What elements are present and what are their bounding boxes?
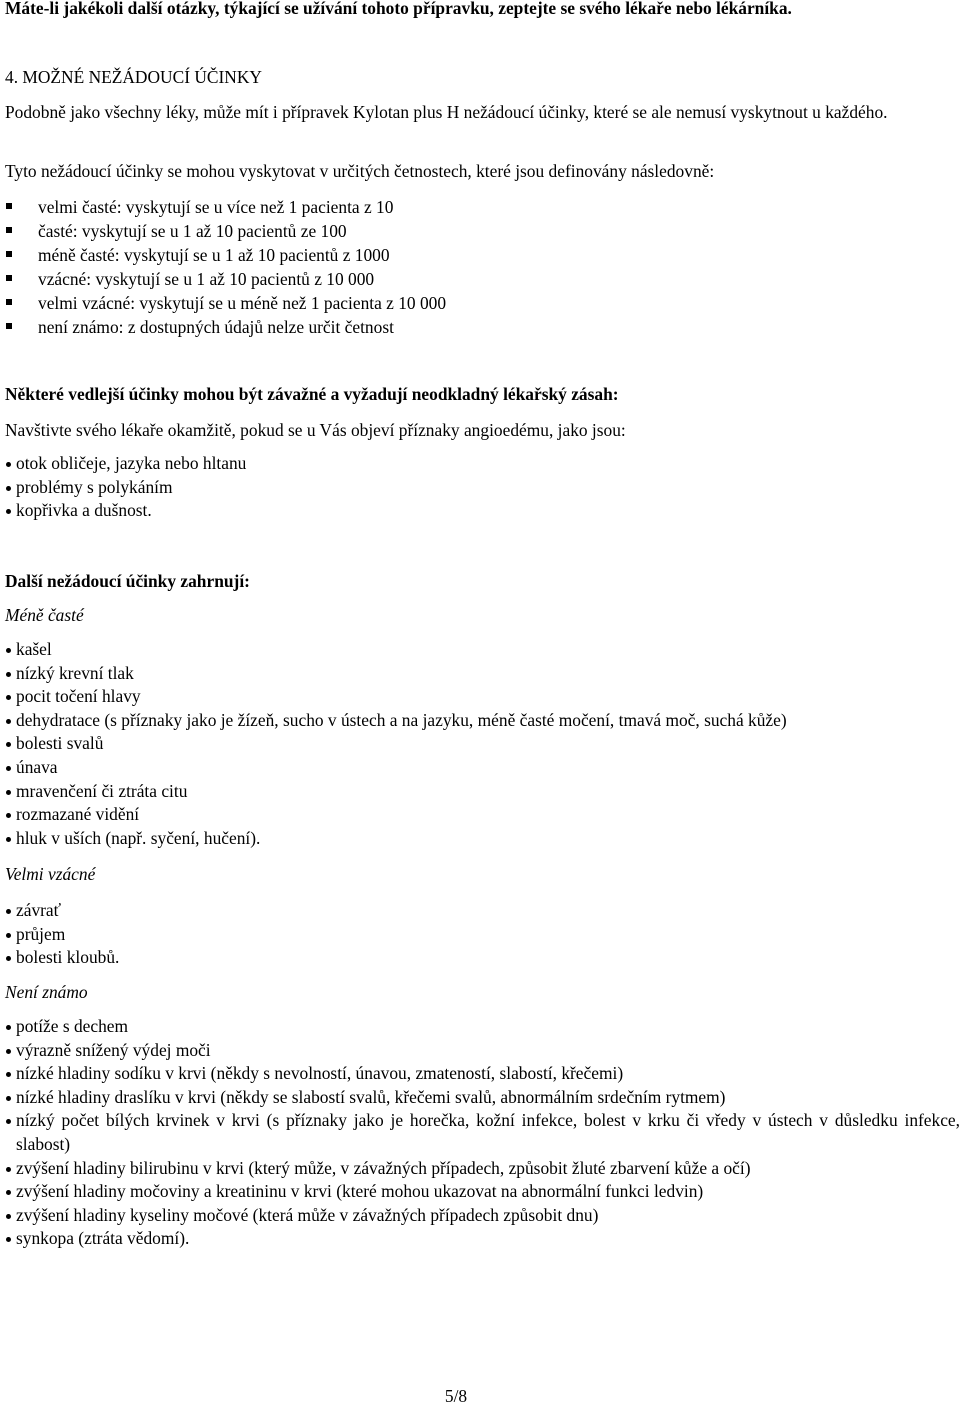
bullet-icon — [6, 1072, 11, 1077]
list-item: problémy s polykáním — [5, 476, 246, 500]
square-bullet-icon — [6, 251, 12, 257]
list-item: pocit točení hlavy — [5, 685, 787, 709]
bullet-icon — [6, 1119, 11, 1124]
frequency-intro: Tyto nežádoucí účinky se mohou vyskytovat v určitých četnostech, které jsou definovány následovně: — [5, 161, 715, 181]
frequency-item: není známo: z dostupných údajů nelze určit četnost — [5, 315, 446, 339]
square-bullet-icon — [6, 275, 12, 281]
list-item: kašel — [5, 638, 787, 662]
bullet-icon — [6, 837, 11, 842]
frequency-item: velmi vzácné: vyskytují se u méně než 1 pacienta z 10 000 — [5, 291, 446, 315]
frequency-item: méně časté: vyskytují se u 1 až 10 pacientů z 1000 — [5, 243, 446, 267]
bullet-icon — [6, 742, 11, 747]
list-item: mravenčení či ztráta citu — [5, 780, 787, 804]
bullet-icon — [6, 719, 11, 724]
list-item: rozmazané vidění — [5, 803, 787, 827]
bullet-icon — [6, 695, 11, 700]
list-item: průjem — [5, 923, 119, 947]
bullet-icon — [6, 1049, 11, 1054]
bullet-icon — [6, 1190, 11, 1195]
list-item: nízké hladiny draslíku v krvi (někdy se slabostí svalů, křečemi svalů, abnormálním srdečním rytmem) — [5, 1086, 960, 1110]
bullet-icon — [6, 486, 11, 491]
bullet-icon — [6, 790, 11, 795]
frequency-item: vzácné: vyskytují se u 1 až 10 pacientů z 10 000 — [5, 267, 446, 291]
list-item: hluk v uších (např. syčení, hučení). — [5, 827, 787, 851]
list-item: zvýšení hladiny kyseliny močové (která může v závažných případech způsobit dnu) — [5, 1204, 960, 1228]
list-item: výrazně snížený výdej moči — [5, 1039, 960, 1063]
list-item: synkopa (ztráta vědomí). — [5, 1227, 960, 1251]
intro-line: Máte-li jakékoli další otázky, týkající se užívání tohoto přípravku, zeptejte se svého lékaře nebo lékárníka. — [5, 0, 792, 18]
bullet-icon — [6, 1237, 11, 1242]
section-heading: 4. MOŽNÉ NEŽÁDOUCÍ ÚČINKY — [5, 67, 262, 87]
bullet-icon — [6, 1025, 11, 1030]
serious-paragraph: Navštivte svého lékaře okamžitě, pokud se u Vás objeví příznaky angioedému, jako jsou: — [5, 420, 626, 440]
list-item: bolesti svalů — [5, 732, 787, 756]
square-bullet-icon — [6, 299, 12, 305]
list-item: nízký počet bílých krvinek v krvi (s příznaky jako je horečka, kožní infekce, bolest v krku či vředy v ústech v důsledku infekce, slabost) — [5, 1109, 960, 1156]
other-heading: Další nežádoucí účinky zahrnují: — [5, 571, 250, 591]
frequency-item: velmi časté: vyskytují se u více než 1 pacienta z 10 — [5, 195, 446, 219]
page-number: 5/8 — [444, 1386, 468, 1406]
list-item: zvýšení hladiny bilirubinu v krvi (který může, v závažných případech, způsobit žluté zbarvení kůže a očí) — [5, 1157, 960, 1181]
uncommon-label: Méně časté — [5, 605, 84, 625]
bullet-icon — [6, 1096, 11, 1101]
very-rare-list — [5, 899, 119, 970]
bullet-icon — [6, 462, 11, 467]
list-item: dehydratace (s příznaky jako je žízeň, sucho v ústech a na jazyku, méně časté močení, tmavá moč, suchá kůže) — [5, 709, 787, 733]
uncommon-list — [5, 638, 787, 850]
square-bullet-icon — [6, 227, 12, 233]
unknown-label: Není známo — [5, 982, 88, 1002]
bullet-icon — [6, 509, 11, 514]
list-item: únava — [5, 756, 787, 780]
bullet-icon — [6, 909, 11, 914]
list-item: bolesti kloubů. — [5, 946, 119, 970]
bullet-icon — [6, 648, 11, 653]
bullet-icon — [6, 956, 11, 961]
square-bullet-icon — [6, 203, 12, 209]
bullet-icon — [6, 1167, 11, 1172]
list-item: nízký krevní tlak — [5, 662, 787, 686]
bullet-icon — [6, 933, 11, 938]
bullet-icon — [6, 672, 11, 677]
square-bullet-icon — [6, 323, 12, 329]
list-item: závrať — [5, 899, 119, 923]
unknown-list — [5, 1015, 960, 1251]
frequency-list — [5, 195, 446, 339]
serious-heading: Některé vedlejší účinky mohou být závažné a vyžadují neodkladný lékařský zásah: — [5, 384, 619, 404]
list-item: kopřivka a dušnost. — [5, 499, 246, 523]
list-item: nízké hladiny sodíku v krvi (někdy s nevolností, únavou, zmateností, slabostí, křečemi) — [5, 1062, 960, 1086]
very-rare-label: Velmi vzácné — [5, 864, 96, 884]
bullet-icon — [6, 1214, 11, 1219]
bullet-icon — [6, 766, 11, 771]
list-item: otok obličeje, jazyka nebo hltanu — [5, 452, 246, 476]
section-paragraph: Podobně jako všechny léky, může mít i přípravek Kylotan plus H nežádoucí účinky, které se ale nemusí vyskytnout u každého. — [5, 102, 888, 122]
bullet-icon — [6, 813, 11, 818]
frequency-item: časté: vyskytují se u 1 až 10 pacientů ze 100 — [5, 219, 446, 243]
serious-list — [5, 452, 246, 523]
list-item: zvýšení hladiny močoviny a kreatininu v krvi (které mohou ukazovat na abnormální funkci ledvin) — [5, 1180, 960, 1204]
list-item: potíže s dechem — [5, 1015, 960, 1039]
